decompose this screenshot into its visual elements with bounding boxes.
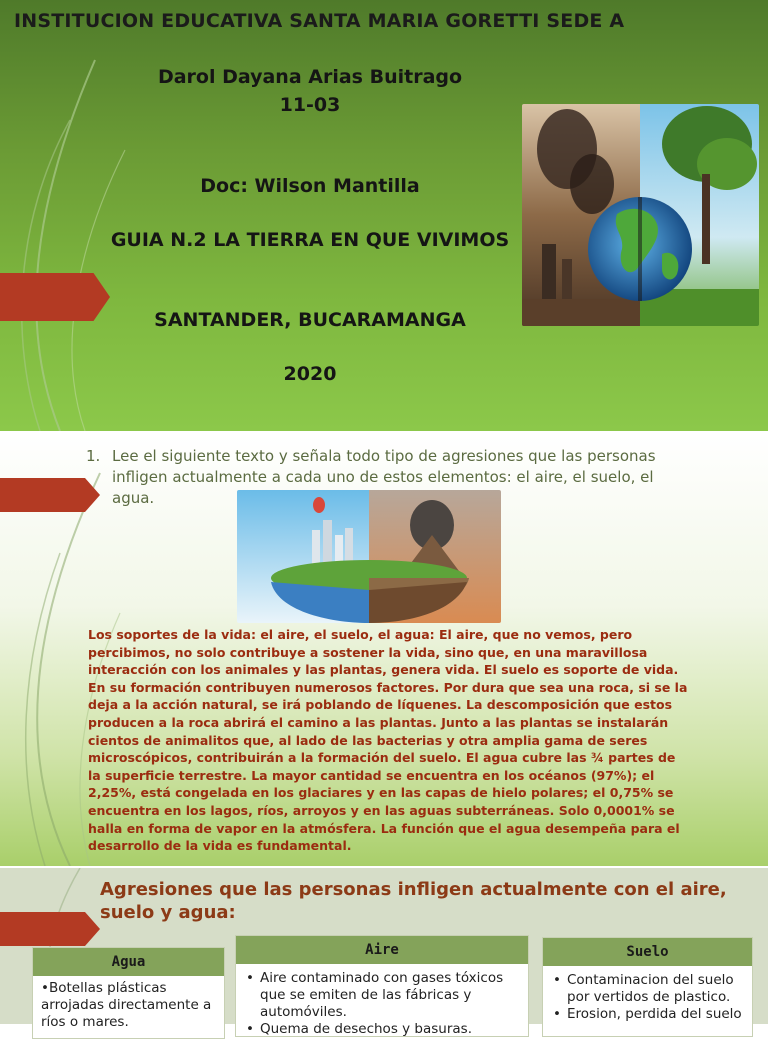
year-label: 2020	[283, 363, 337, 385]
card-item: • Contaminacion del suelo por vertidos de plastico.	[567, 972, 744, 1006]
arrow-marker	[0, 912, 100, 946]
card-item: •Botellas plásticas arrojadas directamente a ríos o mares.	[41, 980, 212, 1030]
card-title: Aire	[236, 936, 528, 964]
question-text: Lee el siguiente texto y señala todo tipo de agresiones que las personas infligen actualmente a cada uno de estos elementos: el aire, el suelo, el agua.	[112, 447, 656, 507]
split-earth-image	[237, 490, 501, 623]
card-agua	[32, 947, 225, 1039]
guide-title: GUIA N.2 LA TIERRA EN QUE VIVIMOS	[110, 229, 510, 251]
section-heading: Agresiones que las personas infligen actualmente con el aire, suelo y agua:	[100, 879, 727, 923]
card-item: • Aire contaminado con gases tóxicos que se emiten de las fábricas y automóviles.	[260, 970, 520, 1021]
earth-pollution-image	[522, 104, 759, 326]
card-aire	[235, 935, 529, 1037]
student-name: Darol Dayana Arias Buitrago	[157, 66, 463, 88]
arrow-marker	[0, 478, 100, 512]
grade-label: 11-03	[279, 94, 341, 116]
reading-passage: Los soportes de la vida: el aire, el suelo, el agua: El aire, que no vemos, pero percibimos, no solo contribuye a sostener la vida, sino que, en una maravillosa interacción con los animales y las plantas, genera vida. El suelo es soporte de vida. En su formación contribuyen numerosos factores. Por dura que sea una roca, si se la deja a la acción natural, se irá poblando de líquenes. La descomposición que estos producen a la roca abrirá el camino a las plantas. Junto a las plantas se instalarán cientos de animalitos que, al lado de las bacterias y otra amplia gama de seres microscópicos, contribuirán a la formación del suelo. El agua cubre las ¾ partes de la superficie terrestre. La mayor cantidad se encuentra en los océanos (97%); el 2,25%, está congelada en los glaciares y en las capas de hielo polares; el 0,75% se encuentra en los lagos, ríos, arroyos y en las aguas subterráneas. Solo 0,0001% se halla en forma de vapor en la atmósfera. La función que el agua desempeña para el desarrollo de la vida es fundamental.	[88, 627, 688, 854]
card-title: Suelo	[543, 938, 752, 966]
teacher-label: Doc: Wilson Mantilla	[200, 175, 420, 197]
title-slide	[0, 0, 768, 431]
card-title: Agua	[33, 948, 224, 976]
card-suelo	[542, 937, 753, 1037]
location-label: SANTANDER, BUCARAMANGA	[154, 309, 466, 331]
card-item: • Erosion, perdida del suelo	[567, 1006, 744, 1023]
question-number: 1.	[86, 447, 101, 465]
card-item: • Quema de desechos y basuras.	[260, 1021, 520, 1038]
school-name: INSTITUCION EDUCATIVA SANTA MARIA GORETTI SEDE A	[14, 10, 625, 32]
